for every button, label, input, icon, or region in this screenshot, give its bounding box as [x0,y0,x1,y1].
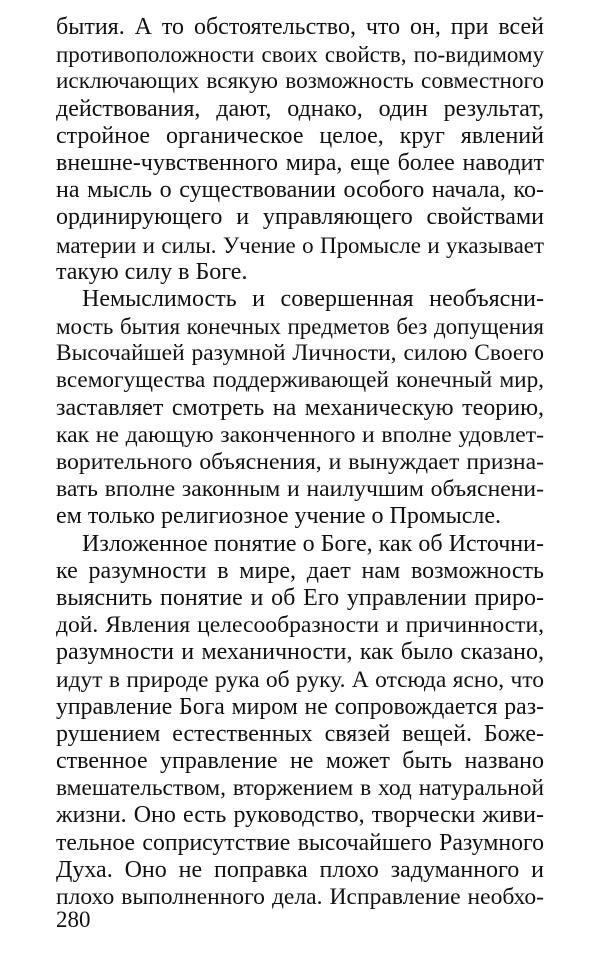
paragraph [56,286,544,531]
text-line: исключающих всякую возможность совместного [56,68,544,95]
text-line: ворительного объяснения, и вынуждает призна- [56,449,544,475]
text-line: дой. Явления целесообразности и причинности, [56,612,544,639]
text-line: Высочайшей разумной Личности, силою Своего [56,340,544,367]
text-line: на мысль о существовании особого начала, ко- [56,177,544,204]
text-line: Изложенное понятие о Боге, как об Источни- [82,530,544,557]
text-line: ственное управление не может быть названо [56,748,544,775]
text-line: жизни. Оно есть руководство, творчески живи- [56,802,544,829]
text-line: действования, дают, однако, один результат, [56,95,544,122]
text-line: тельное соприсутствие высочайшего Разумного [56,829,544,856]
text-line: заставляет смотреть на механическую теорию, [56,394,544,421]
text-line: бытия. А то обстоятельство, что он, при всей [56,14,544,40]
text-line: вмешательством, вторжением в ход натуральной [56,775,544,802]
text-line: мость бытия конечных предметов без допущения [56,314,544,340]
text-line: противоположности своих свойств, по-видимому [56,42,544,68]
text-line: разумности и механичности, как было сказано, [56,639,544,666]
text-line: как не дающую законченного и вполне удовлет- [56,421,544,448]
paragraph [56,531,544,912]
text-line: Немыслимость и совершенная необъясни- [82,285,544,312]
text-line: внешне-чувственного мира, еще более наводит [56,149,544,176]
page-number: 280 [56,907,91,932]
text-line: выяснить понятие и об Его управлении приро- [56,584,544,611]
text-line: материи и силы. Учение о Промысле и указывает [56,232,544,258]
text-line: Духа. Оно не поправка плохо задуманного и [56,856,544,883]
text-line: рушением естественных связей вещей. Боже- [56,720,544,747]
text-line: идут в природе рука об руку. А отсюда ясно, что [56,666,544,693]
text-line: ординирующего и управляющего свойствами [56,204,544,231]
text-line: управление Бога миром не сопровождается раз- [56,693,544,720]
text-line: такую силу в Боге. [56,258,248,285]
text-line: всемогущества поддерживающей конечный мир, [56,367,544,394]
text-line: ке разумности в мире, дает нам возможность [56,557,544,584]
text-line: вать вполне законным и наилучшим объяснени- [56,476,544,503]
paragraph [56,14,544,286]
text-line: стройное органическое целое, круг явлений [56,122,544,149]
text-line: плохо выполненного дела. Исправление необхо- [56,884,544,910]
body-text [56,14,544,911]
text-line: ем только религиозное учение о Промысле. [56,503,502,530]
